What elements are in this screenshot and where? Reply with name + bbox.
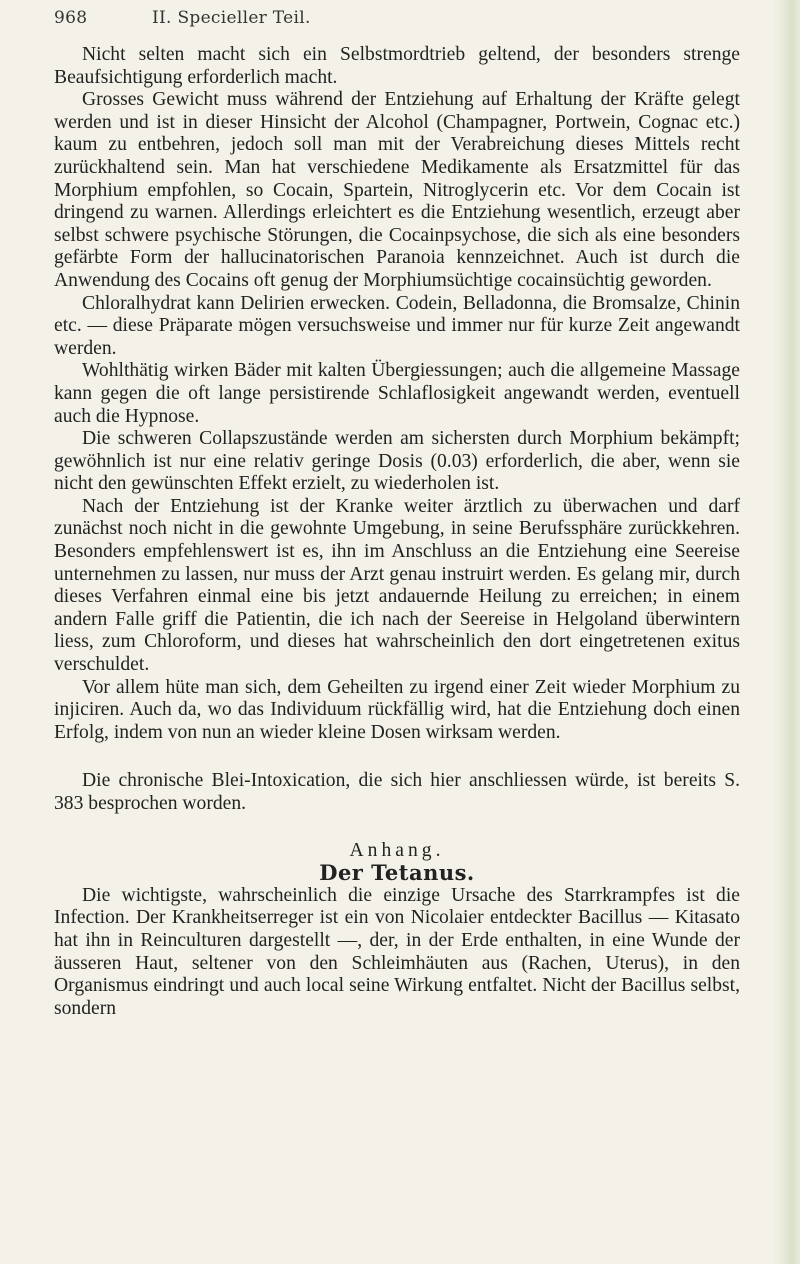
page-number: 968 (54, 8, 88, 28)
section-title: Der Tetanus. (319, 860, 475, 886)
section-paragraph: Die wichtigste, wahrscheinlich die einzige Ursache des Starrkrampfes ist die Infection. Der Krankheitserreger ist ein von Nicolaier entdeckter Bacillus — Kitasato hat ihn in Reinculturen dargestellt —, der, in der Erde enthalten, in eine Wunde der äusseren Haut, seltener von den Schleimhäuten aus (Rachen, Uterus), in den Organismus eindringt und auch local seine Wirkung entfaltet. Nicht der Bacillus selbst, sondern (54, 884, 740, 1019)
closing-paragraph: Die chronische Blei-Intoxication, die sich hier anschliessen würde, ist bereits S. 383 besprochen worden. (54, 770, 740, 814)
paragraph-7: Vor allem hüte man sich, dem Geheilten zu irgend einer Zeit wieder Morphium zu injiciren. Auch da, wo das Individuum rückfällig wird, hat die Entziehung doch einen Erfolg, indem von nun an wieder kleine Dosen wirksam werden. (54, 676, 740, 743)
page-edge-shadow (774, 0, 800, 1264)
paragraph-6: Nach der Entziehung ist der Kranke weiter ärztlich zu überwachen und darf zunächst noch nicht in die gewohnte Umgebung, in seine Berufssphäre zurückkehren. Besonders empfehlenswert ist es, ihn im Anschluss an die Entziehung eine Seereise unternehmen zu lassen, nur muss der Arzt genau instruirt werden. Es gelang mir, durch dieses Verfahren einmal eine bis jetzt andauernde Heilung zu erreichen; in einem andern Falle griff die Patientin, die ich nach der Seereise in Helgoland überwintern liess, zum Chloroform, und dieses hat wahrscheinlich den dort eingetretenen exitus verschuldet. (54, 495, 740, 676)
appendix-label: Anhang. (349, 839, 445, 861)
paragraph-5: Die schweren Collapszustände werden am sichersten durch Morphium bekämpft; gewöhnlich ist nur eine relativ geringe Dosis (0.03) erforderlich, die aber, wenn sie nicht den gewünschten Effekt erzielt, zu wiederholen ist. (54, 428, 740, 495)
page-body (54, 44, 740, 1020)
paragraph-1: Nicht selten macht sich ein Selbstmordtrieb geltend, der besonders strenge Beaufsichtigung erforderlich macht. (54, 44, 740, 88)
paragraph-4: Wohlthätig wirken Bäder mit kalten Übergiessungen; auch die allgemeine Massage kann gegen die oft lange persistirende Schlaflosigkeit angewandt werden, eventuell auch die Hypnose. (54, 360, 740, 427)
paragraph-3: Chloralhydrat kann Delirien erwecken. Codein, Belladonna, die Bromsalze, Chinin etc. — diese Präparate mögen versuchsweise und immer nur für kurze Zeit angewandt werden. (54, 292, 740, 359)
page-header (54, 8, 311, 28)
paragraph-2: Grosses Gewicht muss während der Entziehung auf Erhaltung der Kräfte gelegt werden und ist in dieser Hinsicht der Alcohol (Champagner, Portwein, Cognac etc.) kaum zu entbehren, jedoch soll man mit der Verabreichung dieses Mittels recht zurückhaltend sein. Man hat verschiedene Medikamente als Ersatzmittel für das Morphium empfohlen, so Cocain, Spartein, Nitroglycerin etc. Vor dem Cocain ist dringend zu warnen. Allerdings erleichtert es die Entziehung wesentlich, erzeugt aber selbst schwere psychische Störungen, die Cocainpsychose, die sich als eine besonders gefärbte Form der hallucinatorischen Paranoia kennzeichnet. Auch ist durch die Anwendung des Cocains oft genug der Morphiumsüchtige cocainsüchtig geworden. (54, 89, 740, 291)
running-title: II. Specieller Teil. (152, 8, 311, 28)
